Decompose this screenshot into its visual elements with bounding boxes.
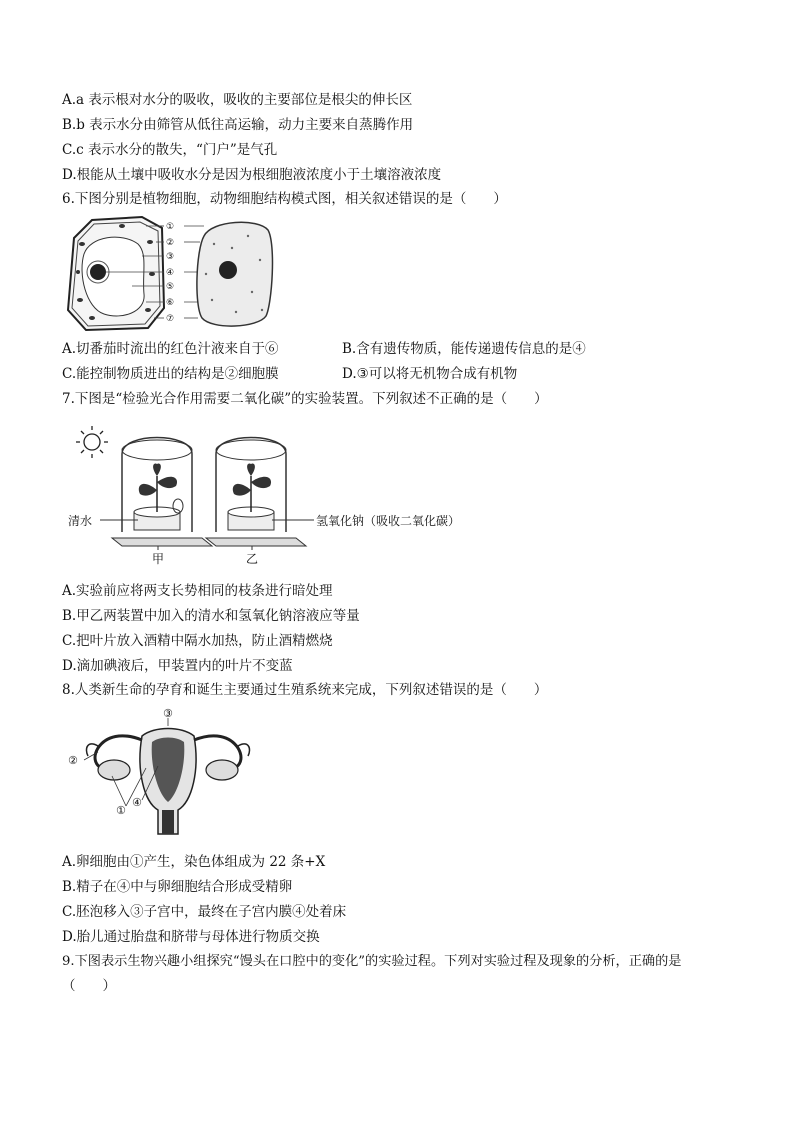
- reproductive-system-figure: [62, 706, 262, 842]
- q8-stem: 8.人类新生命的孕育和诞生主要通过生殖系统来完成，下列叙述错误的是（ ）: [62, 682, 548, 698]
- plant-cell-illustration: [68, 217, 164, 330]
- organ-label-1: ①: [116, 804, 126, 817]
- animal-cell-illustration: [197, 222, 273, 326]
- q7-option-a: A.实验前应将两支长势相同的枝条进行暗处理: [62, 583, 333, 599]
- q9-stem: 9.下图表示生物兴趣小组探究“馒头在口腔中的变化”的实验过程。下列对实验过程及现象的分析，正确的是: [62, 954, 682, 969]
- jar-2-name: 乙: [246, 552, 259, 566]
- q5-option-d: D.根能从土壤中吸收水分是因为根细胞液浓度小于土壤溶液浓度: [62, 167, 442, 183]
- cell-label-7: ⑦: [166, 314, 175, 324]
- cell-structure-figure: [62, 214, 292, 334]
- organ-label-3: ③: [163, 707, 173, 720]
- cell-label-1: ①: [166, 222, 175, 232]
- q7-stem: 7.下图是“检验光合作用需要二氧化碳”的实验装置。下列叙述不正确的是（ ）: [62, 391, 548, 407]
- q5-option-c: C.c 表示水分的散失，“门户”是气孔: [62, 142, 278, 158]
- jar-2-illustration: [206, 438, 306, 547]
- q6-option-b: B.含有遗传物质，能传递遗传信息的是④: [342, 341, 586, 357]
- q6-stem: 6.下图分别是植物细胞，动物细胞结构模式图，相关叙述错误的是（ ）: [62, 191, 507, 207]
- jar-2-liquid-label: 氢氧化钠（吸收二氧化碳）: [316, 514, 461, 528]
- q5-option-a: A.a 表示根对水分的吸收，吸收的主要部位是根尖的伸长区: [62, 92, 413, 108]
- uterus-illustration: [86, 729, 249, 835]
- q6-option-d: D.③可以将无机物合成有机物: [342, 366, 518, 382]
- q7-option-b: B.甲乙两装置中加入的清水和氢氧化钠溶液应等量: [62, 608, 360, 624]
- sun-icon: [76, 426, 108, 458]
- jar-1-illustration: [112, 438, 212, 547]
- organ-label-4: ④: [132, 796, 142, 809]
- q5-option-b: B.b 表示水分由筛管从低往高运输，动力主要来自蒸腾作用: [62, 117, 414, 133]
- cell-label-2: ②: [166, 238, 175, 248]
- q8-option-b: B.精子在④中与卵细胞结合形成受精卵: [62, 879, 293, 895]
- jar-1-liquid-label: 清水: [68, 514, 93, 528]
- cell-label-3: ③: [166, 252, 175, 262]
- photosynthesis-experiment-figure: [62, 420, 482, 568]
- q6-option-c: C.能控制物质进出的结构是②细胞膜: [62, 366, 279, 382]
- q8-option-d: D.胎儿通过胎盘和脐带与母体进行物质交换: [62, 929, 320, 945]
- q6-option-a: A.切番茄时流出的红色汁液来自于⑥: [62, 341, 279, 357]
- cell-label-6: ⑥: [166, 298, 175, 308]
- q8-option-c: C.胚泡移入③子宫中，最终在子宫内膜④处着床: [62, 904, 347, 920]
- cell-label-5: ⑤: [166, 282, 175, 292]
- q7-option-d: D.滴加碘液后，甲装置内的叶片不变蓝: [62, 658, 293, 674]
- q9-answer-bracket: （ ）: [62, 978, 116, 994]
- organ-label-2: ②: [68, 754, 78, 767]
- cell-label-4: ④: [166, 268, 175, 278]
- q7-option-c: C.把叶片放入酒精中隔水加热，防止酒精燃烧: [62, 633, 333, 649]
- jar-1-name: 甲: [152, 552, 165, 566]
- q8-option-a: A.卵细胞由①产生，染色体组成为 22 条+X: [62, 854, 326, 870]
